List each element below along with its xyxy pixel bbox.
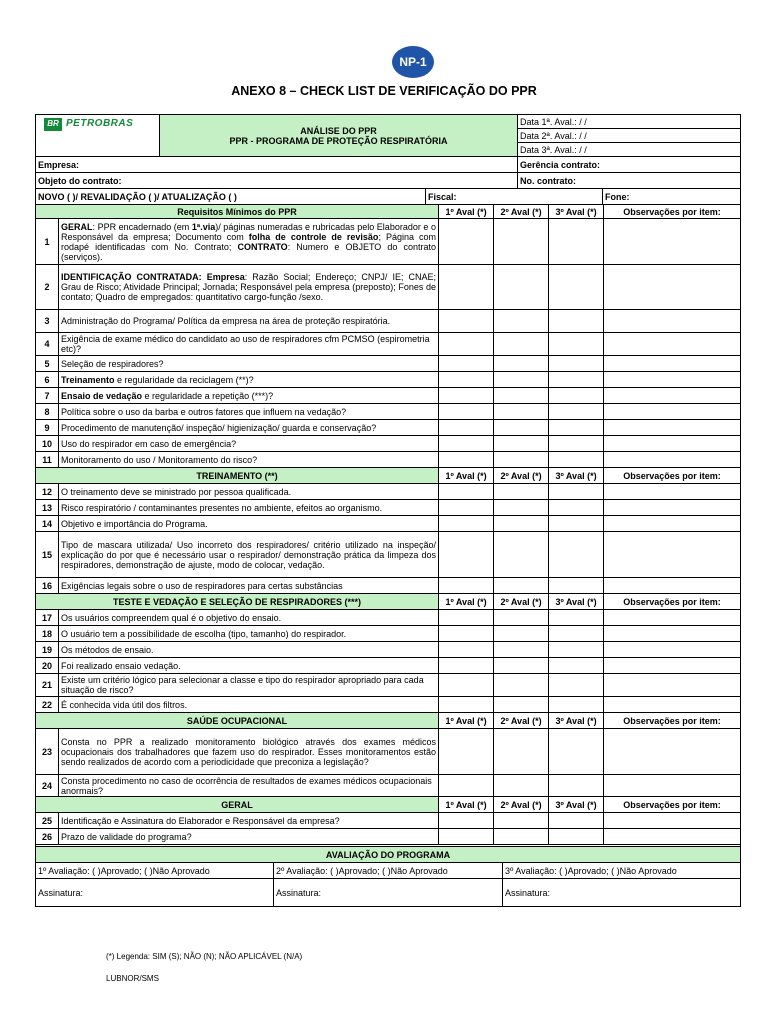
aval-3-cell[interactable] xyxy=(549,372,604,388)
table-row xyxy=(36,500,741,516)
aval-2-cell[interactable] xyxy=(494,578,549,594)
col-aval-2: 2º Aval (*) xyxy=(494,205,549,219)
table-row xyxy=(36,404,741,420)
item-text xyxy=(59,388,439,404)
obs-cell[interactable] xyxy=(604,484,741,500)
table-row xyxy=(36,674,741,697)
obs-cell[interactable] xyxy=(604,404,741,420)
avaliacao-1[interactable]: 1º Avaliação: ( )Aprovado; ( )Não Aprovado xyxy=(36,863,274,879)
aval-3-cell[interactable] xyxy=(549,775,604,797)
obs-cell[interactable] xyxy=(604,452,741,468)
item-number: 1 xyxy=(36,219,59,265)
obs-cell[interactable] xyxy=(604,333,741,356)
item-number: 5 xyxy=(36,356,59,372)
item-text: Tipo de mascara utilizada/ Uso incorreto dos respiradores/ critério utilizado na inspeção/ explicação do por que é necessário usar o respirador/ demonstração prática da limpeza dos respiradores, demonstração de ajuste, modo de colocar, vedação. xyxy=(59,532,439,578)
item-text: Consta no PPR a realizado monitoramento biológico através dos exames médicos ocupacionais dos trabalhadores que fazem uso do respirador. Esses monitoramentos estão sendo realizados de acordo com a periodicidade que preconiza a legislação? xyxy=(59,729,439,775)
aval-2-cell[interactable] xyxy=(494,484,549,500)
item-text: O treinamento deve se ministrado por pessoa qualificada. xyxy=(59,484,439,500)
section-avaliacao: AVALIAÇÃO DO PROGRAMA xyxy=(36,847,741,863)
aval-3-cell[interactable] xyxy=(549,813,604,829)
item-number: 7 xyxy=(36,388,59,404)
item-number: 13 xyxy=(36,500,59,516)
aval-2-cell[interactable] xyxy=(494,310,549,333)
aval-2-cell[interactable] xyxy=(494,829,549,845)
np1-badge: NP-1 xyxy=(392,46,434,78)
date-3[interactable]: Data 3ª. Aval.: / / xyxy=(518,143,741,157)
aval-1-cell[interactable] xyxy=(439,642,494,658)
assinatura-1[interactable]: Assinatura: xyxy=(36,879,274,907)
item-span: : Razão Social; Endereço; CNPJ/ IE; CNAE; Grau de Risco; Atividade Principal; Jornada; Responsável pela empresa (preposto); Fones de contato; Quadro de empregados: quantitativo cargo-função /sexo. xyxy=(61,272,437,302)
item-number: 23 xyxy=(36,729,59,775)
obs-cell[interactable] xyxy=(604,658,741,674)
table-row xyxy=(36,219,741,265)
aval-2-cell[interactable] xyxy=(494,219,549,265)
logo-cell xyxy=(36,115,160,157)
aval-3-cell[interactable] xyxy=(549,388,604,404)
aval-1-cell[interactable] xyxy=(439,813,494,829)
date-1[interactable]: Data 1ª. Aval.: / / xyxy=(518,115,741,129)
item-number: 15 xyxy=(36,532,59,578)
item-text: Seleção de respiradores? xyxy=(59,356,439,372)
aval-1-cell[interactable] xyxy=(439,532,494,578)
aval-1-cell[interactable] xyxy=(439,697,494,713)
item-text: Os métodos de ensaio. xyxy=(59,642,439,658)
item-text: Procedimento de manutenção/ inspeção/ higienização/ guarda e conservação? xyxy=(59,420,439,436)
aval-1-cell[interactable] xyxy=(439,610,494,626)
aval-3-cell[interactable] xyxy=(549,578,604,594)
item-bold: GERAL xyxy=(61,221,93,232)
table-row xyxy=(36,532,741,578)
item-text: Prazo de validade do programa? xyxy=(59,829,439,845)
item-number: 12 xyxy=(36,484,59,500)
aval-2-cell[interactable] xyxy=(494,452,549,468)
obs-cell[interactable] xyxy=(604,219,741,265)
obs-cell[interactable] xyxy=(604,356,741,372)
col-aval-1: 1º Aval (*) xyxy=(439,713,494,729)
obs-cell[interactable] xyxy=(604,829,741,845)
aval-1-cell[interactable] xyxy=(439,219,494,265)
item-number: 11 xyxy=(36,452,59,468)
aval-1-cell[interactable] xyxy=(439,452,494,468)
avaliacao-2[interactable]: 2º Avaliação: ( )Aprovado; ( )Não Aprovado xyxy=(274,863,503,879)
aval-2-cell[interactable] xyxy=(494,697,549,713)
col-aval-1: 1º Aval (*) xyxy=(439,594,494,610)
logo-text: PETROBRAS xyxy=(66,118,134,129)
aval-3-cell[interactable] xyxy=(549,265,604,310)
header-line1: ANÁLISE DO PPR xyxy=(300,125,377,136)
aval-2-cell[interactable] xyxy=(494,420,549,436)
item-text: Identificação e Assinatura do Elaborador e Responsável da empresa? xyxy=(59,813,439,829)
aval-3-cell[interactable] xyxy=(549,219,604,265)
obs-cell[interactable] xyxy=(604,388,741,404)
aval-1-cell[interactable] xyxy=(439,829,494,845)
item-span: : PPR encadernado (em xyxy=(92,221,192,232)
col-aval-3: 3º Aval (*) xyxy=(549,797,604,813)
obs-cell[interactable] xyxy=(604,729,741,775)
obs-cell[interactable] xyxy=(604,697,741,713)
section-requisitos: Requisitos Mínimos do PPR xyxy=(36,205,439,219)
novo-revalidacao-field[interactable]: NOVO ( )/ REVALIDAÇÃO ( )/ ATUALIZAÇÃO ( ) xyxy=(36,189,426,205)
aval-1-cell[interactable] xyxy=(439,674,494,697)
obs-cell[interactable] xyxy=(604,310,741,333)
aval-3-cell[interactable] xyxy=(549,658,604,674)
aval-1-cell[interactable] xyxy=(439,388,494,404)
empresa-field[interactable]: Empresa: xyxy=(36,157,518,173)
item-bold: Treinamento xyxy=(61,374,115,385)
aval-1-cell[interactable] xyxy=(439,356,494,372)
obs-cell[interactable] xyxy=(604,610,741,626)
aval-3-cell[interactable] xyxy=(549,310,604,333)
item-number: 3 xyxy=(36,310,59,333)
obs-cell[interactable] xyxy=(604,265,741,310)
col-aval-1: 1º Aval (*) xyxy=(439,205,494,219)
col-aval-2: 2º Aval (*) xyxy=(494,797,549,813)
obs-cell[interactable] xyxy=(604,642,741,658)
obs-cell[interactable] xyxy=(604,532,741,578)
col-aval-3: 3º Aval (*) xyxy=(549,594,604,610)
aval-2-cell[interactable] xyxy=(494,516,549,532)
table-row xyxy=(36,356,741,372)
item-text: Uso do respirador em caso de emergência? xyxy=(59,436,439,452)
item-number: 21 xyxy=(36,674,59,697)
col-aval-3: 3º Aval (*) xyxy=(549,468,604,484)
col-observacoes: Observações por item: xyxy=(604,713,741,729)
obs-cell[interactable] xyxy=(604,626,741,642)
item-number: 18 xyxy=(36,626,59,642)
aval-2-cell[interactable] xyxy=(494,372,549,388)
item-bold: 1ª.via xyxy=(191,221,216,232)
table-row xyxy=(36,626,741,642)
item-number: 19 xyxy=(36,642,59,658)
item-text xyxy=(59,265,439,310)
aval-2-cell[interactable] xyxy=(494,265,549,310)
avaliacao-3[interactable]: 3º Avaliação: ( )Aprovado; ( )Não Aprovado xyxy=(503,863,741,879)
col-aval-1: 1º Aval (*) xyxy=(439,468,494,484)
header-table xyxy=(35,114,741,157)
aval-3-cell[interactable] xyxy=(549,404,604,420)
item-text: Os usuários compreendem qual é o objetivo do ensaio. xyxy=(59,610,439,626)
aval-1-cell[interactable] xyxy=(439,484,494,500)
section-teste-vedacao: TESTE E VEDAÇÃO E SELEÇÃO DE RESPIRADORES (***) xyxy=(36,594,439,610)
table-row xyxy=(36,610,741,626)
aval-3-cell[interactable] xyxy=(549,500,604,516)
footer-code: LUBNOR/SMS xyxy=(106,974,159,983)
assinatura-2[interactable]: Assinatura: xyxy=(274,879,503,907)
item-span: : Numero e OBJETO do contrato (serviços). xyxy=(61,241,437,262)
aval-1-cell[interactable] xyxy=(439,420,494,436)
col-aval-2: 2º Aval (*) xyxy=(494,713,549,729)
section-geral: GERAL xyxy=(36,797,439,813)
aval-1-cell[interactable] xyxy=(439,775,494,797)
item-bold: CONTRATO xyxy=(237,241,288,252)
obs-cell[interactable] xyxy=(604,674,741,697)
aval-2-cell[interactable] xyxy=(494,729,549,775)
assinatura-3[interactable]: Assinatura: xyxy=(503,879,741,907)
aval-2-cell[interactable] xyxy=(494,532,549,578)
item-bold: folha de controle de revisão xyxy=(248,231,379,242)
aval-3-cell[interactable] xyxy=(549,642,604,658)
aval-2-cell[interactable] xyxy=(494,388,549,404)
obs-cell[interactable] xyxy=(604,436,741,452)
table-row xyxy=(36,813,741,829)
aval-2-cell[interactable] xyxy=(494,500,549,516)
type-table xyxy=(35,188,741,205)
item-number: 16 xyxy=(36,578,59,594)
table-row xyxy=(36,436,741,452)
aval-1-cell[interactable] xyxy=(439,265,494,310)
item-text: Objetivo e importância do Programa. xyxy=(59,516,439,532)
table-row xyxy=(36,420,741,436)
petrobras-logo-icon: BR xyxy=(44,118,62,131)
info-table xyxy=(35,156,741,189)
item-span: ; Página com rodapé identificadas com No. Contrato; xyxy=(61,231,437,252)
item-number: 9 xyxy=(36,420,59,436)
aval-3-cell[interactable] xyxy=(549,333,604,356)
aval-3-cell[interactable] xyxy=(549,356,604,372)
item-number: 8 xyxy=(36,404,59,420)
aval-3-cell[interactable] xyxy=(549,610,604,626)
aval-3-cell[interactable] xyxy=(549,674,604,697)
aval-2-cell[interactable] xyxy=(494,436,549,452)
item-number: 2 xyxy=(36,265,59,310)
table-row xyxy=(36,829,741,845)
table-row xyxy=(36,775,741,797)
gerencia-field[interactable]: Gerência contrato: xyxy=(518,157,741,173)
item-text: O usuário tem a possibilidade de escolha (tipo, tamanho) do respirador. xyxy=(59,626,439,642)
item-span: e regularidade a repetição (***)? xyxy=(142,390,274,401)
aval-1-cell[interactable] xyxy=(439,658,494,674)
item-number: 6 xyxy=(36,372,59,388)
aval-2-cell[interactable] xyxy=(494,775,549,797)
section-saude-ocupacional: SAÚDE OCUPACIONAL xyxy=(36,713,439,729)
aval-1-cell[interactable] xyxy=(439,372,494,388)
obs-cell[interactable] xyxy=(604,578,741,594)
obs-cell[interactable] xyxy=(604,775,741,797)
aval-3-cell[interactable] xyxy=(549,516,604,532)
table-row xyxy=(36,310,741,333)
col-observacoes: Observações por item: xyxy=(604,797,741,813)
col-aval-3: 3º Aval (*) xyxy=(549,713,604,729)
aval-3-cell[interactable] xyxy=(549,729,604,775)
item-text xyxy=(59,372,439,388)
table-row xyxy=(36,658,741,674)
item-text: Monitoramento do uso / Monitoramento do risco? xyxy=(59,452,439,468)
table-row xyxy=(36,697,741,713)
aval-1-cell[interactable] xyxy=(439,500,494,516)
fone-field[interactable]: Fone: xyxy=(603,189,741,205)
aval-2-cell[interactable] xyxy=(494,658,549,674)
item-number: 26 xyxy=(36,829,59,845)
obs-cell[interactable] xyxy=(604,813,741,829)
page-title: ANEXO 8 – CHECK LIST DE VERIFICAÇÃO DO PPR xyxy=(231,84,537,98)
table-row xyxy=(36,578,741,594)
item-text: Política sobre o uso da barba e outros fatores que influem na vedação? xyxy=(59,404,439,420)
table-row xyxy=(36,729,741,775)
item-bold: Ensaio de vedação xyxy=(61,390,143,401)
item-text xyxy=(59,219,439,265)
table-row xyxy=(36,516,741,532)
item-number: 20 xyxy=(36,658,59,674)
aval-3-cell[interactable] xyxy=(549,436,604,452)
item-text: Exigência de exame médico do candidato ao uso de respiradores cfm PCMSO (espirometria etc)? xyxy=(59,333,439,356)
item-text: Administração do Programa/ Política da empresa na área de proteção respiratória. xyxy=(59,310,439,333)
aval-1-cell[interactable] xyxy=(439,516,494,532)
aval-3-cell[interactable] xyxy=(549,484,604,500)
obs-cell[interactable] xyxy=(604,420,741,436)
col-aval-3: 3º Aval (*) xyxy=(549,205,604,219)
aval-1-cell[interactable] xyxy=(439,578,494,594)
item-number: 10 xyxy=(36,436,59,452)
item-span: )/ páginas numeradas e rubricadas pelo Elaborador e o Responsável da empresa; Documento com xyxy=(61,221,437,242)
table-row xyxy=(36,642,741,658)
col-aval-2: 2º Aval (*) xyxy=(494,594,549,610)
section-treinamento: TREINAMENTO (**) xyxy=(36,468,439,484)
item-text: Exigências legais sobre o uso de respiradores para certas substâncias xyxy=(59,578,439,594)
aval-2-cell[interactable] xyxy=(494,333,549,356)
table-row xyxy=(36,388,741,404)
aval-3-cell[interactable] xyxy=(549,532,604,578)
aval-2-cell[interactable] xyxy=(494,404,549,420)
header-line2: PPR - PROGRAMA DE PROTEÇÃO RESPIRATÓRIA xyxy=(229,135,448,146)
table-row xyxy=(36,333,741,356)
item-number: 14 xyxy=(36,516,59,532)
item-text: Risco respiratório / contaminantes presentes no ambiente, efeitos ao organismo. xyxy=(59,500,439,516)
item-text: Existe um critério lógico para selecionar a classe e tipo do respirador apropriado para cada situação de risco? xyxy=(59,674,439,697)
col-observacoes: Observações por item: xyxy=(604,468,741,484)
checklist-table xyxy=(35,204,741,853)
aval-3-cell[interactable] xyxy=(549,626,604,642)
item-number: 25 xyxy=(36,813,59,829)
no-contrato-field[interactable]: No. contrato: xyxy=(518,173,741,189)
item-span: e regularidade da reciclagem (**)? xyxy=(114,374,254,385)
aval-3-cell[interactable] xyxy=(549,697,604,713)
item-number: 22 xyxy=(36,697,59,713)
date-2[interactable]: Data 2ª. Aval.: / / xyxy=(518,129,741,143)
item-number: 4 xyxy=(36,333,59,356)
aval-1-cell[interactable] xyxy=(439,626,494,642)
aval-1-cell[interactable] xyxy=(439,729,494,775)
aval-2-cell[interactable] xyxy=(494,626,549,642)
col-observacoes: Observações por item: xyxy=(604,594,741,610)
table-row xyxy=(36,484,741,500)
aval-1-cell[interactable] xyxy=(439,404,494,420)
aval-3-cell[interactable] xyxy=(549,420,604,436)
aval-3-cell[interactable] xyxy=(549,829,604,845)
item-text: Foi realizado ensaio vedação. xyxy=(59,658,439,674)
item-number: 17 xyxy=(36,610,59,626)
table-row xyxy=(36,452,741,468)
aval-2-cell[interactable] xyxy=(494,674,549,697)
aval-1-cell[interactable] xyxy=(439,436,494,452)
col-observacoes: Observações por item: xyxy=(604,205,741,219)
aval-2-cell[interactable] xyxy=(494,813,549,829)
aval-1-cell[interactable] xyxy=(439,333,494,356)
obs-cell[interactable] xyxy=(604,372,741,388)
table-row xyxy=(36,265,741,310)
table-row xyxy=(36,372,741,388)
header-title-cell xyxy=(160,115,518,157)
item-text: É conhecida vida útil dos filtros. xyxy=(59,697,439,713)
aval-2-cell[interactable] xyxy=(494,610,549,626)
aval-2-cell[interactable] xyxy=(494,356,549,372)
col-aval-1: 1º Aval (*) xyxy=(439,797,494,813)
objeto-field[interactable]: Objeto do contrato: xyxy=(36,173,518,189)
aval-3-cell[interactable] xyxy=(549,452,604,468)
fiscal-field[interactable]: Fiscal: xyxy=(426,189,603,205)
aval-1-cell[interactable] xyxy=(439,310,494,333)
aval-2-cell[interactable] xyxy=(494,642,549,658)
obs-cell[interactable] xyxy=(604,516,741,532)
legend-text: (*) Legenda: SIM (S); NÃO (N); NÃO APLICÁVEL (N/A) xyxy=(106,952,303,961)
item-text: Consta procedimento no caso de ocorrência de resultados de exames médicos ocupacionais anormais? xyxy=(59,775,439,797)
item-number: 24 xyxy=(36,775,59,797)
evaluation-table xyxy=(35,846,741,907)
item-bold: IDENTIFICAÇÃO CONTRATADA: Empresa xyxy=(61,272,245,282)
obs-cell[interactable] xyxy=(604,500,741,516)
col-aval-2: 2º Aval (*) xyxy=(494,468,549,484)
